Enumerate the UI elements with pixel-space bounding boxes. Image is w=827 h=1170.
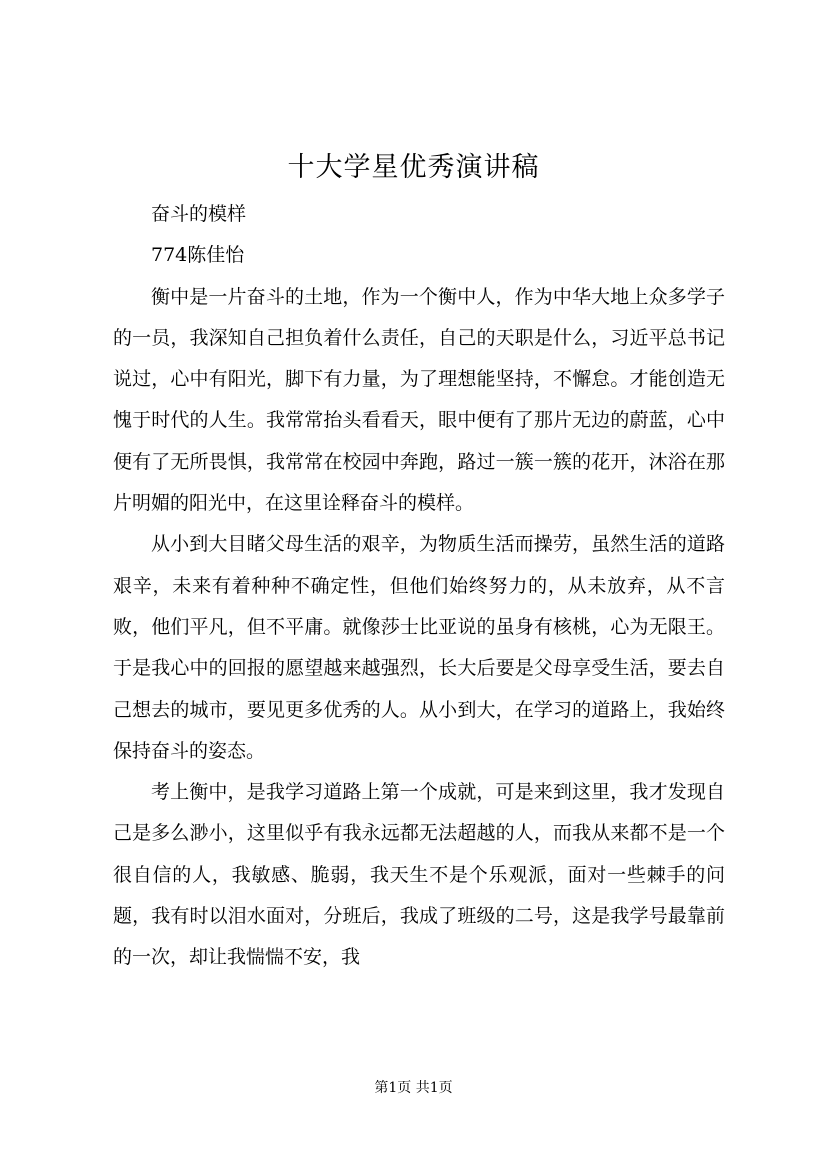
page-footer: 第1页 共1页 [374, 1080, 453, 1096]
subtitle-line: 奋斗的模样 [151, 203, 247, 225]
author-line: 774陈佳怡 [151, 244, 245, 267]
paragraph: 从小到大目睹父母生活的艰辛，为物质生活而操劳，虽然生活的道路艰辛，未来有着种种不确定性，但他们始终努力的，从未放弃，从不言败，他们平凡，但不平庸。就像莎士比亚说的虽身有核桃，心为无限王。于是我心中的回报的愿望越来越强烈，长大后要是父母享受生活，要去自己想去的城市，要见更多优秀的人。从小到大，在学习的道路上，我始终保持奋斗的姿态。 [113, 533, 725, 762]
paragraph: 衡中是一片奋斗的土地，作为一个衡中人，作为中华大地上众多学子的一员，我深知自己担负着什么责任，自己的天职是什么，习近平总书记说过，心中有阳光，脚下有力量，为了理想能坚持，不懈怠。才能创造无愧于时代的人生。我常常抬头看看天，眼中便有了那片无边的蔚蓝，心中便有了无所畏惧，我常常在校园中奔跑，路过一簇一簇的花开，沐浴在那片明媚的阳光中，在这里诠释奋斗的模样。 [113, 285, 725, 515]
document-title: 十大学星优秀演讲稿 [287, 152, 540, 183]
document-body [113, 194, 725, 979]
paragraph: 考上衡中，是我学习道路上第一个成就，可是来到这里，我才发现自己是多么渺小，这里似乎有我永远都无法超越的人，而我从来都不是一个很自信的人，我敏感、脆弱，我天生不是个乐观派，面对一些棘手的问题，我有时以泪水面对，分班后，我成了班级的二号，这是我学号最靠前的一次，却让我惴惴不安，我 [113, 781, 725, 969]
